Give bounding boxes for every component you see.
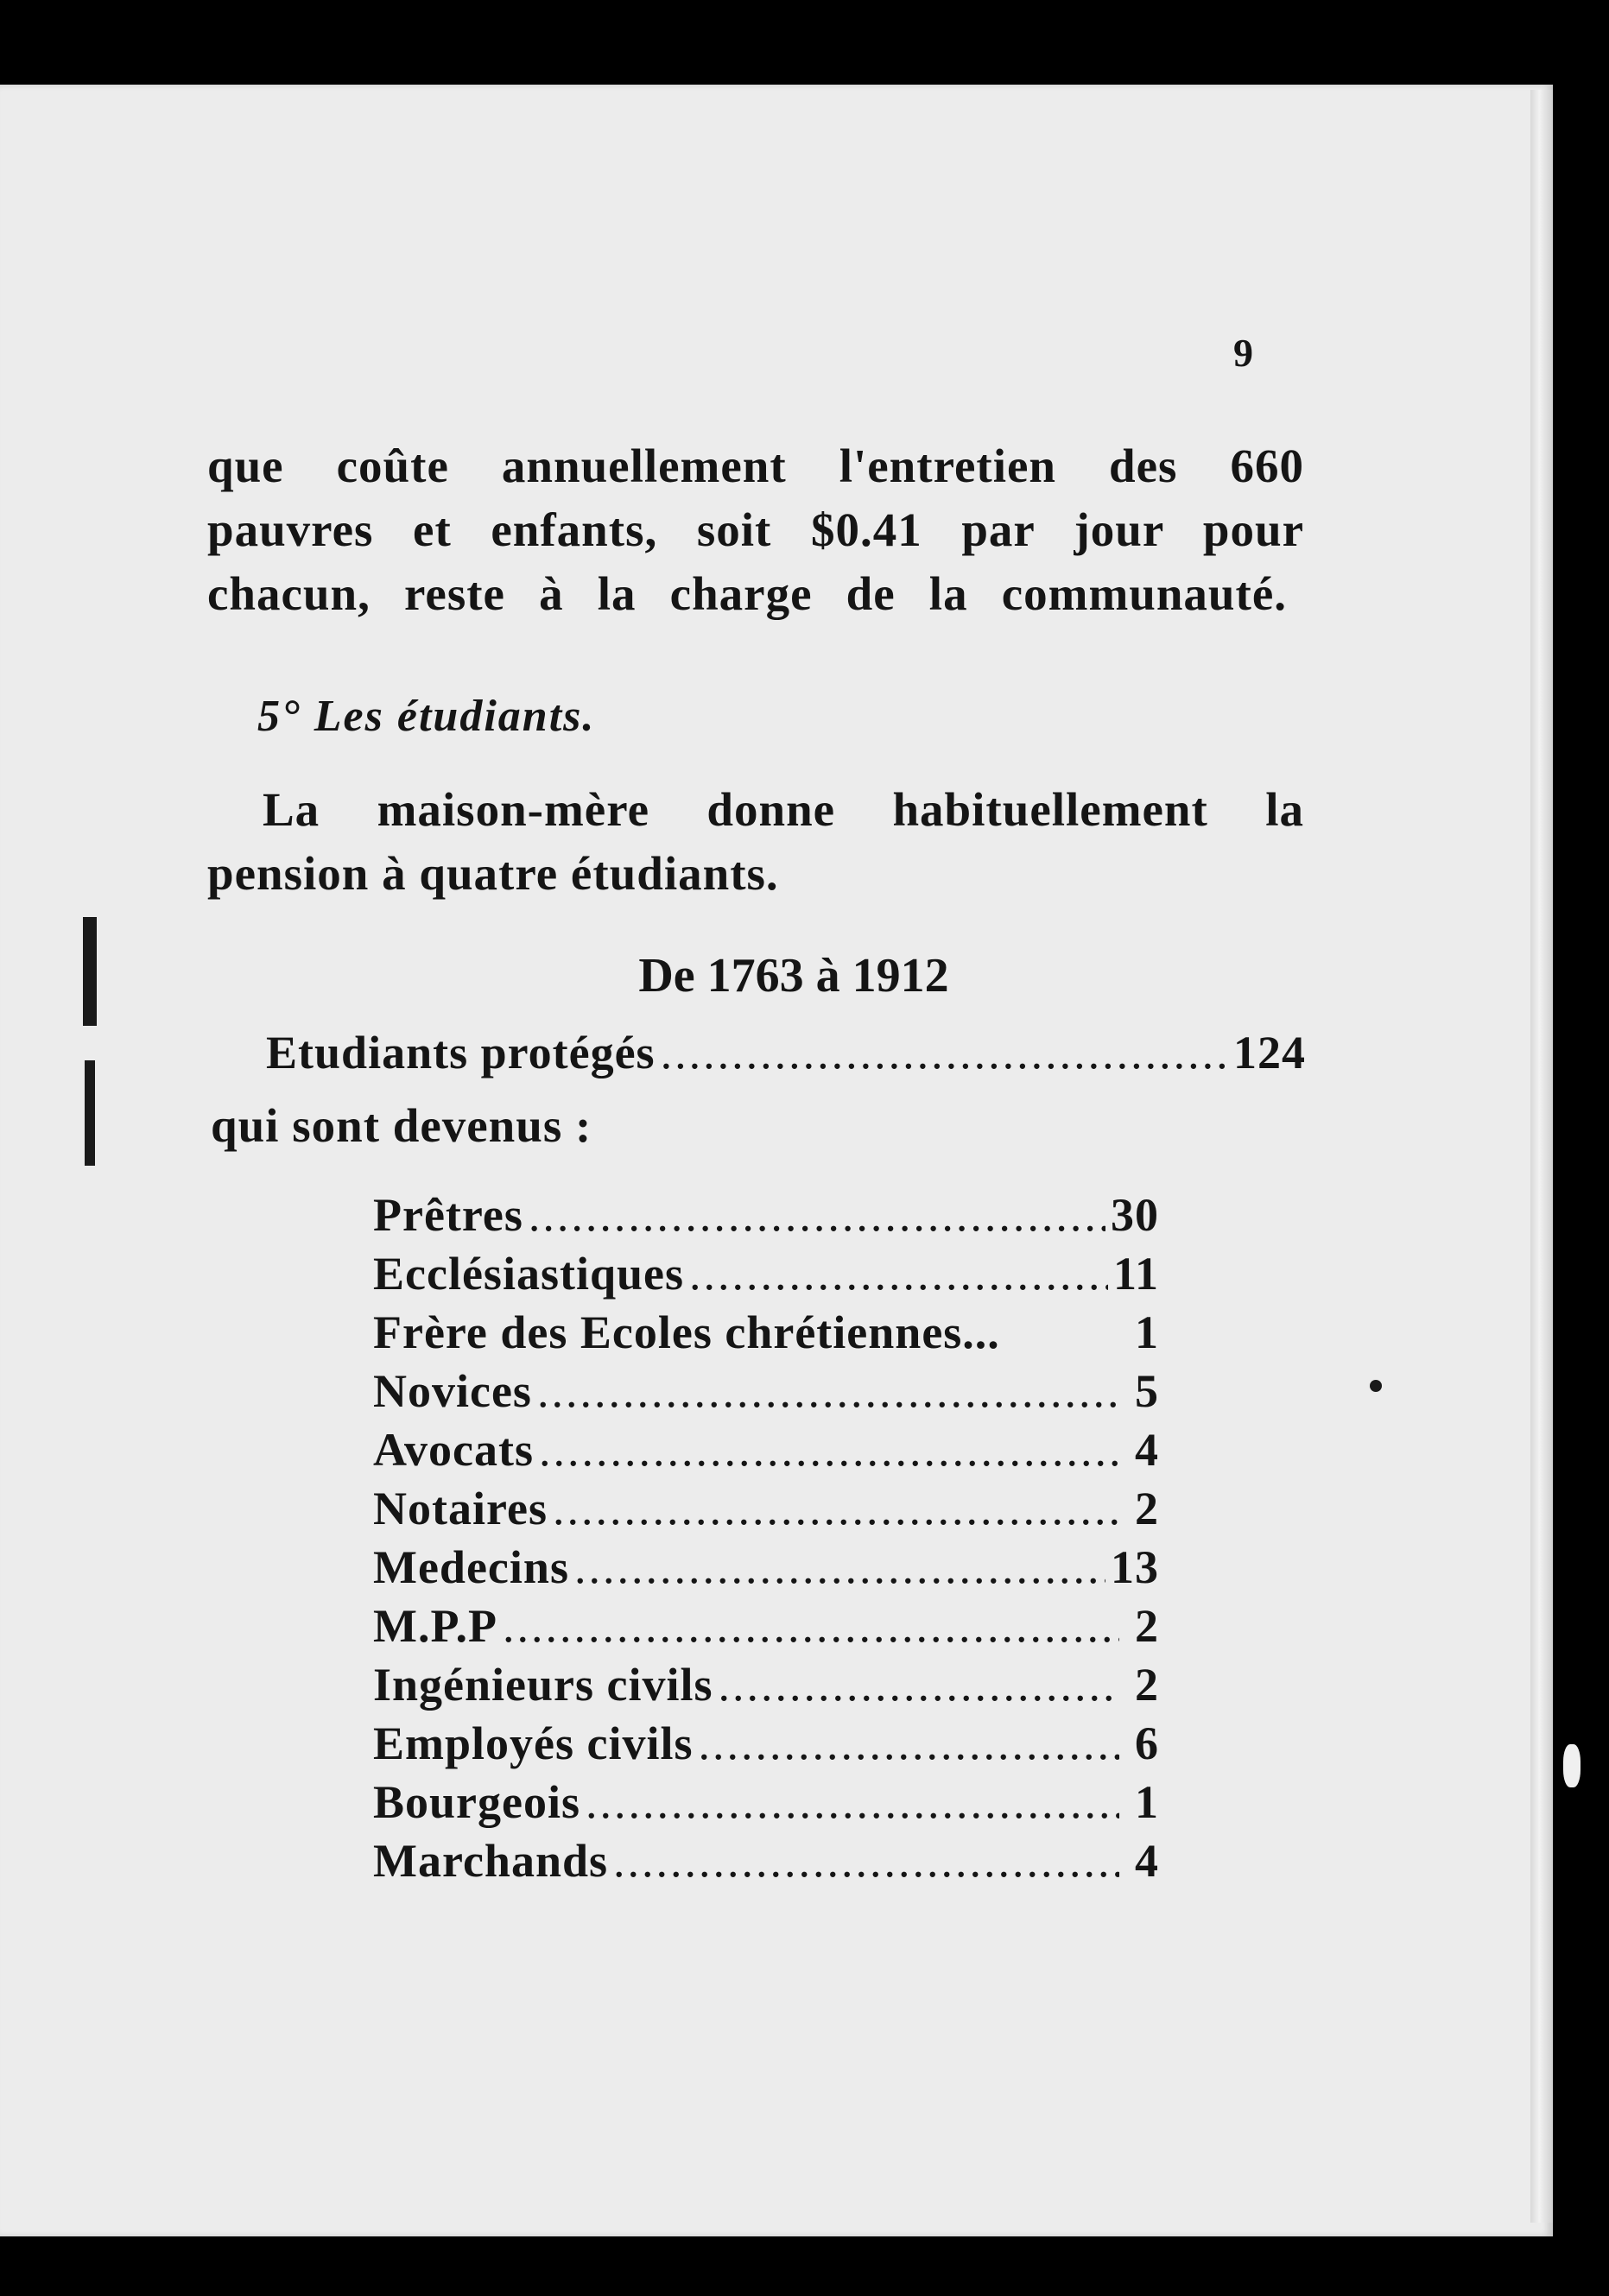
list-item — [373, 1306, 1159, 1359]
section-heading: 5° Les étudiants. — [257, 692, 596, 741]
list-item-value: 6 — [1135, 1717, 1159, 1769]
dot-leader — [539, 1423, 1119, 1477]
paragraph-2-line-2: pension à quatre étudiants. — [207, 847, 779, 900]
period-heading: De 1763 à 1912 — [638, 949, 949, 1003]
list-item — [373, 1423, 1159, 1477]
list-item-label: Frère des Ecoles chrétiennes... — [373, 1306, 1000, 1358]
dot-leader — [503, 1599, 1119, 1653]
paragraph-1-line-3: chacun, reste à la charge de la communauté. — [207, 567, 1287, 620]
list-item-value: 2 — [1135, 1659, 1159, 1711]
list-item-value: 30 — [1111, 1189, 1159, 1241]
list-item-label: Ecclésiastiques — [373, 1248, 684, 1300]
list-item-label: Novices — [373, 1365, 532, 1417]
paragraph-2-line-1: La maison-mère donne habituellement la — [263, 783, 1304, 836]
list-item-label: Marchands — [373, 1835, 609, 1887]
list-item-value: 13 — [1111, 1541, 1159, 1593]
list-item — [373, 1247, 1159, 1300]
list-item — [373, 1834, 1159, 1888]
summary-value: 124 — [1233, 1027, 1306, 1078]
dot-leader — [719, 1658, 1119, 1711]
left-margin-mark-bottom — [85, 1060, 95, 1166]
list-item-value: 1 — [1135, 1776, 1159, 1828]
paper-page — [0, 85, 1553, 2236]
paragraph-1-line-2: pauvres et enfants, soit $0.41 par jour pour — [207, 503, 1304, 556]
list-item-value: 2 — [1135, 1600, 1159, 1652]
paragraph-1-line-1: que coûte annuellement l'entretien des 660 — [207, 440, 1304, 492]
dot-leader — [586, 1775, 1119, 1829]
list-item-label: Prêtres — [373, 1189, 523, 1241]
sub-intro: qui sont devenus : — [211, 1099, 592, 1152]
right-margin-dot — [1370, 1380, 1382, 1392]
list-item-value: 1 — [1135, 1306, 1159, 1358]
list-item-label: Ingénieurs civils — [373, 1659, 713, 1711]
page-edge — [1530, 90, 1553, 2223]
list-item-label: Bourgeois — [373, 1776, 581, 1828]
dot-leader — [661, 1026, 1228, 1079]
list-item — [373, 1188, 1159, 1242]
list-item-label: Medecins — [373, 1541, 569, 1593]
list-item — [373, 1364, 1159, 1418]
dot-leader — [537, 1364, 1119, 1418]
page-number: 9 — [1233, 331, 1253, 375]
list-item-value: 2 — [1135, 1483, 1159, 1534]
list-item — [373, 1599, 1159, 1653]
dot-leader — [529, 1188, 1105, 1242]
list-item-label: Avocats — [373, 1424, 534, 1476]
list-item-value: 4 — [1135, 1424, 1159, 1476]
list-item — [373, 1482, 1159, 1535]
list-item — [373, 1658, 1159, 1711]
dot-leader — [699, 1717, 1119, 1770]
list-item-value: 4 — [1135, 1835, 1159, 1887]
right-edge-blot — [1563, 1744, 1580, 1787]
list-item-value: 5 — [1135, 1365, 1159, 1417]
list-item-label: M.P.P — [373, 1600, 497, 1652]
list-item — [373, 1775, 1159, 1829]
dot-leader — [613, 1834, 1119, 1888]
dot-leader — [553, 1482, 1119, 1535]
list-item-label: Notaires — [373, 1483, 548, 1534]
list-item — [373, 1717, 1159, 1770]
summary-label: Etudiants protégés — [266, 1027, 656, 1078]
list-item-value: 11 — [1112, 1248, 1159, 1300]
summary-row — [266, 1026, 1306, 1079]
list-item-label: Employés civils — [373, 1717, 694, 1769]
dot-leader — [574, 1540, 1105, 1594]
dot-leader — [689, 1247, 1108, 1300]
list-item — [373, 1540, 1159, 1594]
